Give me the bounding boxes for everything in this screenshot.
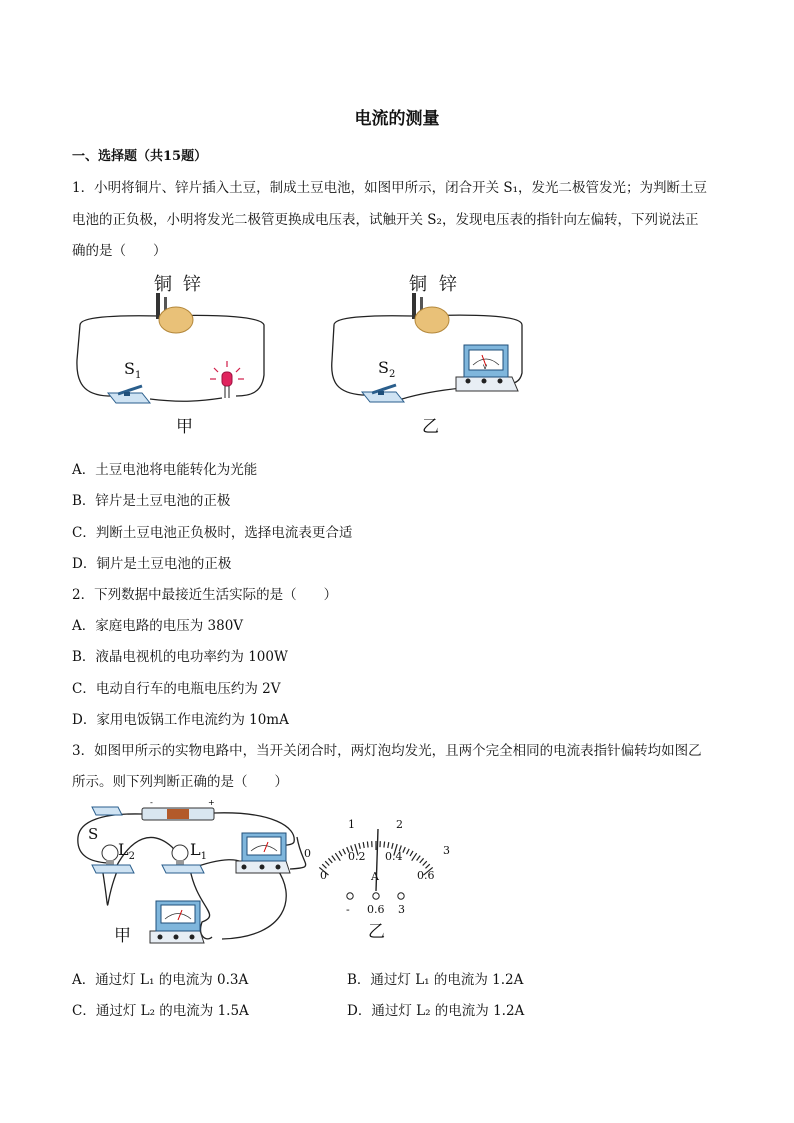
dial-tick (339, 851, 342, 856)
zinc-label: 锌 (183, 274, 201, 295)
battery-icon (142, 798, 215, 820)
dial-tick (410, 851, 413, 856)
voltmeter-icon (456, 345, 518, 391)
dial-tick (423, 861, 427, 865)
q1-option-d: D．铜片是土豆电池的正极 (72, 556, 232, 572)
zinc-label-b: 锌 (439, 274, 457, 295)
dial-tick (412, 853, 417, 861)
dial-tick (359, 843, 360, 849)
potato-icon-b (415, 307, 449, 333)
dial-terminal-3: 3 (398, 903, 405, 916)
q3-line-1: 3．如图甲所示的实物电路中，当开关闭合时，两灯泡均发光，且两个完全相同的电流表指针偏转均如图乙 (72, 743, 702, 759)
q2-option-b: B．液晶电视机的电功率约为 100W (72, 649, 288, 665)
q1-figure (72, 265, 542, 445)
dial-unit: A (371, 870, 379, 883)
dial-terminal-06: 0.6 (367, 903, 385, 916)
dial-tick (322, 864, 326, 868)
dial-tick (403, 847, 405, 853)
dial-tick (388, 842, 389, 848)
switch-s1-icon (108, 386, 150, 403)
q1-line-3: 确的是（ ） (72, 243, 167, 259)
q3-option-b: B．通过灯 L₁ 的电流为 1.2A (347, 972, 524, 988)
ammeter-top-icon (236, 833, 290, 873)
q3-option-d: D．通过灯 L₂ 的电流为 1.2A (347, 1003, 525, 1019)
dial-tick (335, 853, 340, 861)
dial-tick (407, 849, 410, 854)
dial-tick (426, 864, 430, 868)
dial-lower-2: 0.4 (385, 850, 403, 863)
q2-option-c: C．电动自行车的电瓶电压约为 2V (72, 681, 281, 697)
switch-s2-icon (362, 385, 404, 402)
potato-icon (159, 307, 193, 333)
q1-option-b: B．锌片是土豆电池的正极 (72, 493, 231, 509)
q1-line-2: 电池的正负极，小明将发光二极管更换成电压表，试触开关 S₂，发现电压表的指针向左偏转，下列说法正 (72, 212, 699, 228)
copper-plate (156, 293, 160, 319)
dial-tick (417, 856, 421, 861)
l1-label: $L_1$ (190, 840, 207, 862)
dial-tick (392, 843, 393, 849)
dial-terminal-minus: - (346, 903, 350, 916)
led-icon (210, 361, 244, 398)
dial-upper-2: 2 (396, 818, 403, 831)
l2-label: $L_2$ (118, 840, 135, 862)
q3-line-2: 所示。则下列判断正确的是（ ） (72, 774, 288, 790)
fig1-caption-b: 乙 (422, 417, 439, 437)
q3-option-c: C．通过灯 L₂ 的电流为 1.5A (72, 1003, 249, 1019)
ammeter-bottom-icon (150, 901, 204, 943)
dial-tick (363, 842, 364, 848)
voltmeter-unit: V (483, 364, 488, 371)
q1-option-a: A．土豆电池将电能转化为光能 (72, 462, 258, 478)
dial-upper-3: 3 (443, 844, 450, 857)
copper-label-b: 铜 (409, 274, 427, 295)
s2-label: $S_2$ (378, 358, 396, 380)
dial-upper-0: 0 (304, 847, 311, 860)
dial-tick (343, 849, 346, 854)
q2-stem: 2．下列数据中最接近生活实际的是（ ） (72, 587, 338, 603)
dial-lower-0: 0 (320, 869, 327, 882)
dial-tick (332, 856, 336, 861)
copper-plate-b (412, 293, 416, 319)
q1-line-1: 1．小明将铜片、锌片插入土豆，制成土豆电池，如图甲所示，闭合开关 S₁，发光二极管发光；为判断土豆 (72, 180, 708, 196)
q3-option-a: A．通过灯 L₁ 的电流为 0.3A (72, 972, 249, 988)
q2-option-a: A．家庭电路的电压为 380V (72, 618, 244, 634)
copper-label: 铜 (154, 274, 172, 295)
s1-label: $S_1$ (124, 359, 142, 381)
switch-s-label: S (88, 825, 99, 843)
q1-option-c: C．判断土豆电池正负极时，选择电流表更合适 (72, 525, 353, 541)
dial-upper-1: 1 (348, 818, 355, 831)
ammeter-dial (304, 818, 450, 916)
dial-tick (325, 861, 329, 865)
dial-lower-1: 0.2 (348, 850, 366, 863)
dial-lower-3: 0.6 (417, 869, 435, 882)
page-title: 电流的测量 (354, 109, 440, 129)
q2-option-d: D．家用电饭锅工作电流约为 10mA (72, 712, 289, 728)
dial-tick (384, 842, 385, 848)
svg-text:+: + (208, 798, 215, 807)
fig1-caption-a: 甲 (176, 417, 193, 437)
svg-text:-: - (150, 798, 153, 807)
q3-figure (72, 797, 472, 957)
dial-tick (328, 858, 332, 863)
dial-tick (367, 842, 368, 848)
section-heading: 一、选择题（共15题） (72, 149, 208, 164)
fig3-caption-b: 乙 (368, 922, 385, 942)
fig3-caption-a: 甲 (114, 926, 131, 946)
switch-s-icon (92, 807, 122, 815)
dial-tick (420, 858, 424, 863)
